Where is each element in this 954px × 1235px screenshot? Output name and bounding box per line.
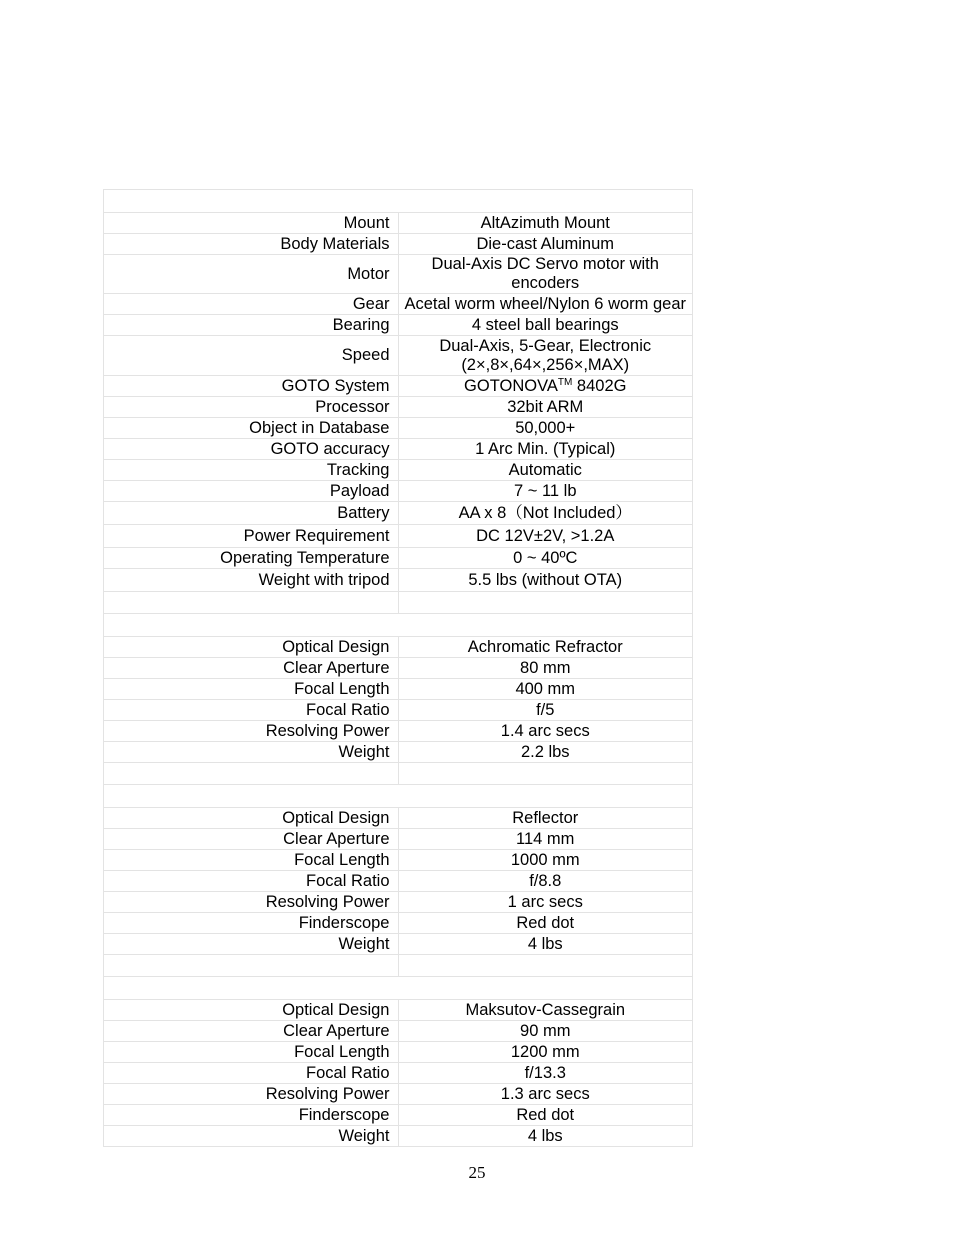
- spec-row: [104, 481, 693, 502]
- spec-value: Reflector: [398, 808, 693, 829]
- spec-row: [104, 808, 693, 829]
- spec-label: Mount: [104, 213, 399, 234]
- blank-row: [104, 763, 693, 785]
- spec-value: f/13.3: [398, 1063, 693, 1084]
- spec-value: DC 12V±2V, >1.2A: [398, 525, 693, 548]
- spec-label: Processor: [104, 397, 399, 418]
- blank-cell: [398, 763, 693, 785]
- spec-label: Resolving Power: [104, 1084, 399, 1105]
- spec-value: Red dot: [398, 1105, 693, 1126]
- spec-label: Weight: [104, 1126, 399, 1147]
- spec-label: GOTO accuracy: [104, 439, 399, 460]
- blank-cell: [104, 785, 693, 808]
- spec-row: [104, 1063, 693, 1084]
- spec-row: [104, 658, 693, 679]
- spec-value: Red dot: [398, 913, 693, 934]
- spec-label: Optical Design: [104, 637, 399, 658]
- spec-row: [104, 1000, 693, 1021]
- spec-label: Clear Aperture: [104, 1021, 399, 1042]
- spec-row: [104, 637, 693, 658]
- spec-value: [398, 336, 693, 376]
- spec-label: Weight with tripod: [104, 569, 399, 592]
- blank-cell: [398, 592, 693, 614]
- spec-label: Motor: [104, 255, 399, 294]
- spec-value: 1200 mm: [398, 1042, 693, 1063]
- spec-row: [104, 569, 693, 592]
- blank-cell: [104, 977, 693, 1000]
- spec-label: Clear Aperture: [104, 829, 399, 850]
- spec-value: AA x 8（Not Included）: [398, 502, 693, 525]
- spec-label: Tracking: [104, 460, 399, 481]
- spec-value: 32bit ARM: [398, 397, 693, 418]
- spec-row: [104, 213, 693, 234]
- spec-row: [104, 679, 693, 700]
- section-header-row: [104, 190, 693, 213]
- spec-value: 50,000+: [398, 418, 693, 439]
- spec-label: Optical Design: [104, 808, 399, 829]
- spec-label: Resolving Power: [104, 721, 399, 742]
- spec-row: [104, 934, 693, 955]
- spec-label: Weight: [104, 934, 399, 955]
- spec-row: [104, 829, 693, 850]
- spec-label: Object in Database: [104, 418, 399, 439]
- blank-cell: [104, 592, 399, 614]
- spec-label: Battery: [104, 502, 399, 525]
- spec-value: Maksutov-Cassegrain: [398, 1000, 693, 1021]
- spec-label: Finderscope: [104, 1105, 399, 1126]
- spec-row: [104, 439, 693, 460]
- spec-label: Weight: [104, 742, 399, 763]
- spec-row: [104, 850, 693, 871]
- section-header-row: [104, 785, 693, 808]
- spec-value: 4 steel ball bearings: [398, 315, 693, 336]
- spec-label: Focal Ratio: [104, 1063, 399, 1084]
- spec-row: [104, 1042, 693, 1063]
- spec-row: [104, 913, 693, 934]
- spec-label: Gear: [104, 294, 399, 315]
- spec-value: AltAzimuth Mount: [398, 213, 693, 234]
- goto-system-model: 8402G: [572, 376, 627, 395]
- trademark-mark: TM: [557, 376, 573, 388]
- blank-cell: [104, 955, 399, 977]
- spec-value: 0 ~ 40ºC: [398, 548, 693, 569]
- spec-value: 4 lbs: [398, 934, 693, 955]
- spec-value: Dual-Axis DC Servo motor with encoders: [398, 255, 693, 294]
- spec-row: [104, 397, 693, 418]
- spec-value: 1000 mm: [398, 850, 693, 871]
- blank-row: [104, 955, 693, 977]
- section-header-row: [104, 977, 693, 1000]
- spec-value: 80 mm: [398, 658, 693, 679]
- spec-row: [104, 418, 693, 439]
- spec-row: [104, 700, 693, 721]
- spec-row: [104, 742, 693, 763]
- spec-value: 1 arc secs: [398, 892, 693, 913]
- spec-row: [104, 525, 693, 548]
- spec-value: 400 mm: [398, 679, 693, 700]
- spec-value: Achromatic Refractor: [398, 637, 693, 658]
- spec-table: [103, 189, 693, 1147]
- blank-cell: [104, 190, 693, 213]
- spec-value: 1.4 arc secs: [398, 721, 693, 742]
- spec-value: Acetal worm wheel/Nylon 6 worm gear: [398, 294, 693, 315]
- spec-label: Bearing: [104, 315, 399, 336]
- spec-row: [104, 871, 693, 892]
- spec-value: 114 mm: [398, 829, 693, 850]
- spec-row: [104, 502, 693, 525]
- spec-row: [104, 336, 693, 376]
- spec-label: GOTO System: [104, 376, 399, 397]
- spec-row: [104, 294, 693, 315]
- spec-label: Speed: [104, 336, 399, 376]
- spec-label: Resolving Power: [104, 892, 399, 913]
- spec-value: Automatic: [398, 460, 693, 481]
- spec-label: Power Requirement: [104, 525, 399, 548]
- spec-label: Focal Length: [104, 679, 399, 700]
- spec-row: [104, 234, 693, 255]
- spec-row: [104, 460, 693, 481]
- spec-label: Focal Length: [104, 1042, 399, 1063]
- blank-cell: [104, 614, 693, 637]
- spec-label: Optical Design: [104, 1000, 399, 1021]
- spec-value: 2.2 lbs: [398, 742, 693, 763]
- spec-row: [104, 721, 693, 742]
- spec-label: Focal Length: [104, 850, 399, 871]
- blank-cell: [104, 763, 399, 785]
- spec-value: [398, 376, 693, 397]
- spec-value: Die-cast Aluminum: [398, 234, 693, 255]
- spec-row: [104, 548, 693, 569]
- section-header-row: [104, 614, 693, 637]
- spec-value: 5.5 lbs (without OTA): [398, 569, 693, 592]
- goto-system-name: GOTONOVA: [464, 376, 558, 395]
- spec-label: Payload: [104, 481, 399, 502]
- spec-label: Focal Ratio: [104, 871, 399, 892]
- spec-row: [104, 1105, 693, 1126]
- spec-value: 4 lbs: [398, 1126, 693, 1147]
- spec-row: [104, 1021, 693, 1042]
- spec-row: [104, 1084, 693, 1105]
- spec-row: [104, 255, 693, 294]
- spec-value: 1.3 arc secs: [398, 1084, 693, 1105]
- spec-value: 7 ~ 11 lb: [398, 481, 693, 502]
- spec-label: Focal Ratio: [104, 700, 399, 721]
- spec-value-line-1: Dual-Axis, 5-Gear, Electronic: [439, 336, 652, 355]
- spec-value: 90 mm: [398, 1021, 693, 1042]
- spec-value: 1 Arc Min. (Typical): [398, 439, 693, 460]
- spec-row: [104, 1126, 693, 1147]
- spec-row: [104, 892, 693, 913]
- blank-cell: [398, 955, 693, 977]
- spec-label: Body Materials: [104, 234, 399, 255]
- blank-row: [104, 592, 693, 614]
- spec-value-line-2: (2×,8×,64×,256×,MAX): [461, 355, 630, 374]
- spec-value: f/8.8: [398, 871, 693, 892]
- spec-label: Finderscope: [104, 913, 399, 934]
- spec-label: Operating Temperature: [104, 548, 399, 569]
- spec-row: [104, 315, 693, 336]
- spec-label: Clear Aperture: [104, 658, 399, 679]
- page-number: 25: [468, 1163, 486, 1182]
- spec-value: f/5: [398, 700, 693, 721]
- spec-row: [104, 376, 693, 397]
